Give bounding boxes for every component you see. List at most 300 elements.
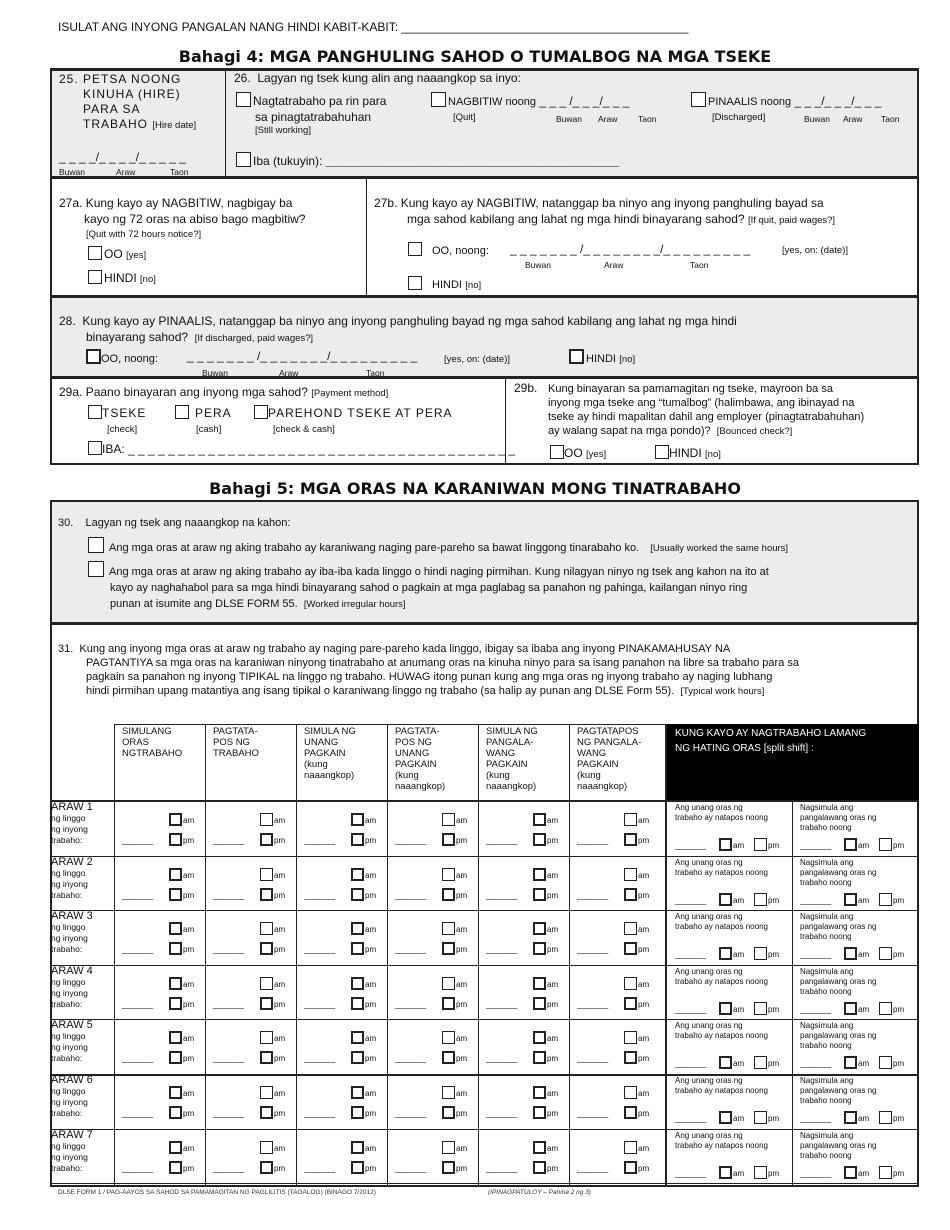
q28-buwan: Buwan (202, 368, 228, 378)
time-blank[interactable]: _______ (304, 999, 336, 1009)
am-checkbox[interactable] (442, 922, 455, 935)
split-second-time-blank[interactable]: _______ (800, 950, 832, 960)
am-label: am (858, 1059, 870, 1069)
split-first-end-line: trabaho ay natapos noong (675, 867, 768, 877)
time-blank[interactable]: _______ (577, 945, 609, 955)
day-sublabel: ng inyong (51, 1151, 88, 1162)
pm-label: pm (768, 1004, 780, 1014)
q30-opt1[interactable]: Ang mga oras at araw ng aking trabaho ay karaniwang naging pare-pareho sa bawat linggong tinarabaho ko. [Usually worked the same hours] (88, 537, 788, 555)
pm-checkbox[interactable] (260, 942, 273, 955)
split-second-am-checkbox[interactable] (844, 947, 857, 960)
pm-checkbox[interactable] (442, 833, 455, 846)
pm-checkbox[interactable] (169, 1161, 182, 1174)
q29b-hindi-checkbox[interactable] (655, 445, 669, 459)
discharged-checkbox[interactable] (691, 92, 706, 107)
hire-date-buwan: Buwan (59, 167, 85, 177)
q27b-buwan: Buwan (525, 260, 551, 270)
pm-label: pm (893, 950, 905, 960)
am-checkbox[interactable] (624, 977, 637, 990)
hire-date-araw: Araw (116, 167, 136, 177)
time-blank[interactable]: _______ (304, 836, 336, 845)
q29a-iba-checkbox[interactable] (88, 441, 102, 455)
split-first-pm-checkbox[interactable] (754, 893, 767, 906)
split-first-am-checkbox[interactable] (719, 947, 732, 960)
pm-label: pm (183, 1163, 195, 1173)
am-checkbox[interactable] (624, 868, 637, 881)
time-blank[interactable]: _______ (213, 1054, 245, 1064)
pm-label: pm (768, 1114, 780, 1123)
tseke-checkbox[interactable] (88, 405, 102, 419)
pm-checkbox[interactable] (351, 833, 364, 846)
still-working-en: [Still working] (255, 125, 311, 136)
q27b-araw: Araw (604, 260, 624, 270)
am-label: am (183, 816, 195, 825)
time-blank[interactable]: _______ (486, 1163, 518, 1173)
split-second-time-blank[interactable]: _______ (800, 1059, 832, 1069)
time-blank[interactable]: _______ (395, 1109, 427, 1118)
time-blank[interactable]: _______ (486, 890, 518, 900)
pm-checkbox[interactable] (351, 1106, 364, 1119)
split-first-end-line: Ang unang oras ng (675, 1130, 743, 1140)
split-second-start-line: Nagsimula ang (800, 1130, 854, 1140)
q30-opt2[interactable]: Ang mga oras at araw ng aking trabaho ay iba-iba kada linggo o hindi naging pirmihan. Kung nilagyan ninyo ng tsek ang kahon na ito at kayo ay naghahabol para sa mga hindi binayarang sahod o pagkain at mga paglabag sa panahon ng pahinga, kailangan ninyo ring punan at isumite ang DLSE FORM 55. [Worked irregular hours] (88, 561, 769, 612)
am-checkbox[interactable] (442, 868, 455, 881)
day-sublabel: ng inyong (51, 1042, 88, 1053)
am-checkbox[interactable] (351, 1031, 364, 1044)
column-header-line: PAGKAIN (577, 759, 619, 770)
q27a-oo[interactable]: OO [yes] (88, 246, 146, 262)
split-second-am-checkbox[interactable] (844, 1166, 857, 1179)
time-blank[interactable]: _______ (486, 999, 518, 1009)
am-checkbox[interactable] (533, 1141, 546, 1154)
am-label: am (858, 1004, 870, 1014)
split-first-pm-checkbox[interactable] (754, 947, 767, 960)
split-second-pm-checkbox[interactable] (879, 893, 892, 906)
pm-checkbox[interactable] (533, 1106, 546, 1119)
am-checkbox[interactable] (533, 977, 546, 990)
am-checkbox[interactable] (260, 1086, 273, 1099)
split-first-pm-checkbox[interactable] (754, 1002, 767, 1015)
pm-checkbox[interactable] (442, 888, 455, 901)
pm-checkbox[interactable] (351, 888, 364, 901)
column-header-line: POS NG (395, 737, 432, 748)
am-checkbox[interactable] (351, 922, 364, 935)
am-label: am (183, 979, 195, 989)
day-label: ARAW 4 (51, 964, 93, 977)
am-checkbox[interactable] (169, 1141, 182, 1154)
split-first-end-line: trabaho ay natapos noong (675, 1086, 768, 1095)
pm-checkbox[interactable] (442, 1106, 455, 1119)
grid-row-line (50, 1074, 919, 1076)
split-second-start-line: Nagsimula ang (800, 1021, 854, 1031)
split-first-end-label (675, 858, 768, 878)
am-checkbox[interactable] (260, 813, 273, 826)
am-checkbox[interactable] (624, 1086, 637, 1099)
split-first-end-line: Ang unang oras ng (675, 912, 743, 922)
time-blank[interactable]: _______ (486, 836, 518, 845)
am-checkbox[interactable] (624, 1031, 637, 1044)
split-first-end-line: trabaho ay natapos noong (675, 813, 768, 822)
q26-iba[interactable]: Iba (tukuyin): ______________________________________________________________ (236, 152, 619, 169)
irregular-hours-checkbox[interactable] (88, 561, 104, 577)
column-header-line: WANG (577, 748, 607, 759)
day-row-label (51, 1020, 93, 1064)
time-blank[interactable]: _______ (395, 836, 427, 845)
time-blank[interactable]: _______ (577, 1163, 609, 1173)
time-blank[interactable]: _______ (577, 890, 609, 900)
am-checkbox[interactable] (624, 1141, 637, 1154)
q28-araw: Araw (279, 368, 299, 378)
split-second-start-line: trabaho noong (800, 1096, 852, 1105)
day-sublabel: trabaho: (51, 1053, 83, 1064)
pm-checkbox[interactable] (624, 1161, 637, 1174)
split-first-time-blank[interactable]: _______ (675, 895, 707, 905)
pm-label: pm (638, 945, 650, 955)
pm-checkbox[interactable] (169, 888, 182, 901)
split-second-start-label (800, 912, 877, 942)
column-header (213, 726, 294, 759)
q26-quit[interactable]: NAGBITIW noong _ _ _ /_ _ _/_ _ _ (431, 92, 629, 110)
q27b-oo[interactable]: OO, noong: (408, 242, 489, 259)
q25-label: 25. PETSA NOONG KINUHA (HIRE) PARA SA TRABAHO [Hire date] (59, 72, 197, 131)
split-second-pm-checkbox[interactable] (879, 947, 892, 960)
both-checkbox[interactable] (254, 405, 268, 419)
q27a-hindi[interactable]: HINDI [no] (88, 270, 156, 286)
split-second-am-checkbox[interactable] (844, 893, 857, 906)
am-label: am (547, 1143, 559, 1153)
pm-label: pm (274, 945, 286, 955)
q28-oo[interactable]: OO, noong: (86, 349, 158, 367)
am-checkbox[interactable] (442, 1086, 455, 1099)
pm-checkbox[interactable] (624, 1051, 637, 1064)
split-second-time-blank[interactable]: _______ (800, 1114, 832, 1123)
pm-label: pm (456, 945, 468, 955)
pm-checkbox[interactable] (442, 942, 455, 955)
pm-checkbox[interactable] (260, 1051, 273, 1064)
time-blank[interactable]: _______ (122, 945, 154, 955)
pm-checkbox[interactable] (169, 942, 182, 955)
am-checkbox[interactable] (260, 977, 273, 990)
q29a-pera[interactable]: PERA (175, 405, 232, 421)
split-first-am-checkbox[interactable] (719, 1002, 732, 1015)
split-first-time-blank[interactable]: _______ (675, 1059, 707, 1069)
split-first-am-checkbox[interactable] (719, 1056, 732, 1069)
pm-label: pm (183, 1109, 195, 1118)
pm-checkbox[interactable] (442, 1051, 455, 1064)
am-checkbox[interactable] (442, 813, 455, 826)
split-first-end-line: Ang unang oras ng (675, 1076, 743, 1085)
time-blank[interactable]: _______ (395, 945, 427, 955)
split-first-pm-checkbox[interactable] (754, 1056, 767, 1069)
split-first-time-blank[interactable]: _______ (675, 1114, 707, 1123)
pm-label: pm (183, 945, 195, 955)
pm-checkbox[interactable] (624, 833, 637, 846)
grid-row-line (50, 1019, 919, 1020)
am-checkbox[interactable] (260, 922, 273, 935)
q27a-oo-checkbox[interactable] (88, 246, 102, 260)
am-label: am (183, 870, 195, 880)
time-blank[interactable]: _______ (486, 1109, 518, 1118)
pm-checkbox[interactable] (260, 997, 273, 1010)
split-second-start-line: Nagsimula ang (800, 803, 854, 812)
pm-label: pm (893, 1004, 905, 1014)
column-header-line: PAGTATA- (395, 726, 440, 737)
q27b-oo-checkbox[interactable] (408, 242, 422, 256)
pm-label: pm (547, 1054, 559, 1064)
time-blank[interactable]: _______ (577, 999, 609, 1009)
q27b-taon: Taon (690, 260, 709, 270)
am-checkbox[interactable] (351, 868, 364, 881)
split-first-time-blank[interactable]: _______ (675, 1004, 707, 1014)
am-checkbox[interactable] (533, 922, 546, 935)
pm-checkbox[interactable] (260, 1106, 273, 1119)
grid-row-line (50, 965, 919, 966)
split-second-start-line: trabaho noong (800, 986, 852, 996)
q31-section (50, 623, 919, 1187)
time-blank[interactable]: _______ (304, 1163, 336, 1173)
am-label: am (547, 816, 559, 825)
time-blank[interactable]: _______ (122, 1054, 154, 1064)
pm-checkbox[interactable] (624, 1106, 637, 1119)
q27a-hindi-checkbox[interactable] (88, 270, 102, 284)
am-checkbox[interactable] (169, 1086, 182, 1099)
quit-checkbox[interactable] (431, 92, 446, 107)
split-first-pm-checkbox[interactable] (754, 1166, 767, 1179)
split-second-start-line: Nagsimula ang (800, 857, 854, 867)
pm-checkbox[interactable] (351, 1161, 364, 1174)
pm-checkbox[interactable] (533, 997, 546, 1010)
iba-checkbox[interactable] (236, 152, 251, 167)
time-blank[interactable]: _______ (304, 945, 336, 955)
time-blank[interactable]: _______ (304, 890, 336, 900)
pm-checkbox[interactable] (351, 997, 364, 1010)
pm-checkbox[interactable] (351, 942, 364, 955)
day-row-label (51, 966, 93, 1010)
time-blank[interactable]: _______ (213, 836, 245, 845)
time-blank[interactable]: _______ (486, 945, 518, 955)
split-second-start-line: pangalawang oras ng (800, 867, 877, 877)
pm-checkbox[interactable] (169, 833, 182, 846)
part4-title: Bahagi 4: MGA PANGHULING SAHOD O TUMALBOG NA MGA TSEKE (178, 47, 772, 66)
am-checkbox[interactable] (260, 1031, 273, 1044)
split-second-time-blank[interactable]: _______ (800, 895, 832, 905)
q29b-oo[interactable]: OO [yes] (550, 445, 606, 461)
time-blank[interactable]: _______ (304, 1109, 336, 1118)
split-first-end-label (675, 1076, 768, 1096)
split-first-am-checkbox[interactable] (719, 1111, 732, 1124)
pm-checkbox[interactable] (533, 888, 546, 901)
split-second-pm-checkbox[interactable] (879, 1111, 892, 1124)
time-blank[interactable]: _______ (486, 1054, 518, 1064)
column-header-line: naaangkop) (395, 781, 446, 792)
q28-taon: Taon (366, 368, 385, 378)
am-checkbox[interactable] (533, 868, 546, 881)
split-second-time-blank[interactable]: _______ (800, 1168, 832, 1178)
am-checkbox[interactable] (533, 1086, 546, 1099)
am-checkbox[interactable] (169, 1031, 182, 1044)
am-checkbox[interactable] (260, 868, 273, 881)
pm-checkbox[interactable] (169, 1051, 182, 1064)
pm-label: pm (456, 836, 468, 845)
pm-checkbox[interactable] (533, 1051, 546, 1064)
grid-col-line (569, 724, 570, 1187)
time-blank[interactable]: _______ (395, 999, 427, 1009)
q29b-oo-checkbox[interactable] (550, 445, 564, 459)
pm-checkbox[interactable] (442, 997, 455, 1010)
am-label: am (183, 1143, 195, 1153)
time-blank[interactable]: _______ (577, 836, 609, 845)
split-second-start-line: pangalawang oras ng (800, 1086, 877, 1095)
q26-discharged[interactable]: PINAALIS noong _ _ _/_ _ _/_ _ _ (691, 92, 881, 110)
pera-checkbox[interactable] (175, 405, 189, 419)
column-header-line: PAGKAIN (395, 759, 437, 770)
q28-hindi[interactable]: HINDI [no] (569, 349, 635, 367)
time-blank[interactable]: _______ (577, 1054, 609, 1064)
am-checkbox[interactable] (260, 1141, 273, 1154)
split-first-end-line: Ang unang oras ng (675, 966, 743, 976)
q28-hindi-checkbox[interactable] (569, 349, 584, 364)
q29b-hindi[interactable]: HINDI [no] (655, 445, 721, 461)
split-first-time-blank[interactable]: _______ (675, 950, 707, 960)
pm-checkbox[interactable] (260, 1161, 273, 1174)
pm-checkbox[interactable] (169, 1106, 182, 1119)
split-second-am-checkbox[interactable] (844, 1002, 857, 1015)
split-second-time-blank[interactable]: _______ (800, 841, 832, 850)
am-label: am (183, 925, 195, 935)
am-checkbox[interactable] (442, 977, 455, 990)
split-first-am-checkbox[interactable] (719, 893, 732, 906)
split-second-time-blank[interactable]: _______ (800, 1004, 832, 1014)
split-first-am-checkbox[interactable] (719, 838, 732, 851)
q27b-hindi[interactable]: HINDI [no] (408, 276, 481, 293)
pm-checkbox[interactable] (533, 942, 546, 955)
pm-checkbox[interactable] (442, 1161, 455, 1174)
still-working-checkbox[interactable] (236, 92, 251, 107)
name-line[interactable]: ISULAT ANG INYONG PANGALAN NANG HINDI KABIT-KABIT: ___________________________________________ (58, 20, 689, 34)
am-checkbox[interactable] (533, 1031, 546, 1044)
time-blank[interactable]: _______ (122, 1163, 154, 1173)
am-checkbox[interactable] (351, 1141, 364, 1154)
am-label: am (638, 925, 650, 935)
pm-checkbox[interactable] (624, 942, 637, 955)
column-header (486, 726, 567, 792)
am-checkbox[interactable] (442, 1031, 455, 1044)
am-checkbox[interactable] (169, 813, 182, 826)
pm-checkbox[interactable] (624, 997, 637, 1010)
am-checkbox[interactable] (351, 977, 364, 990)
am-checkbox[interactable] (624, 813, 637, 826)
time-blank[interactable]: _______ (304, 1054, 336, 1064)
pm-label: pm (456, 1163, 468, 1173)
split-second-start-line: Nagsimula ang (800, 966, 854, 976)
split-second-am-checkbox[interactable] (844, 838, 857, 851)
time-blank[interactable]: _______ (577, 1109, 609, 1118)
q28-date-field[interactable]: _ _ _ _ _ _ _ /_ _ _ _ _ _ _/_ _ _ _ _ _ _ _ _ (187, 349, 418, 363)
pm-label: pm (365, 999, 377, 1009)
q27b-date-field[interactable]: _ _ _ _ _ _ _ /_ _ _ _ _ _ _ _/_ _ _ _ _ _ _ _ _ (510, 242, 751, 256)
pm-checkbox[interactable] (624, 888, 637, 901)
am-label: am (456, 925, 468, 935)
am-checkbox[interactable] (442, 1141, 455, 1154)
pm-checkbox[interactable] (351, 1051, 364, 1064)
column-header-line: PAGKAIN (304, 748, 346, 759)
column-header-line: ORAS (122, 737, 149, 748)
split-first-end-line: trabaho ay natapos noong (675, 976, 768, 986)
q28-oo-checkbox[interactable] (86, 349, 101, 364)
am-checkbox[interactable] (169, 977, 182, 990)
am-checkbox[interactable] (624, 922, 637, 935)
q27b-hindi-checkbox[interactable] (408, 276, 422, 290)
hire-date-field[interactable]: _ _ _ _/_ _ _ _/_ _ _ _ _ (59, 150, 186, 164)
split-second-am-checkbox[interactable] (844, 1056, 857, 1069)
pm-checkbox[interactable] (260, 833, 273, 846)
time-blank[interactable]: _______ (395, 1054, 427, 1064)
column-header-line: naaangkop) (304, 770, 355, 781)
time-blank[interactable]: _______ (122, 1109, 154, 1118)
am-checkbox[interactable] (351, 813, 364, 826)
time-blank[interactable]: _______ (395, 1163, 427, 1173)
am-checkbox[interactable] (169, 922, 182, 935)
time-blank[interactable]: _______ (213, 1163, 245, 1173)
q29a-both[interactable]: PAREHOND TSEKE AT PERA (254, 405, 453, 421)
time-blank[interactable]: _______ (213, 945, 245, 955)
am-label: am (858, 1114, 870, 1123)
same-hours-checkbox[interactable] (88, 537, 104, 553)
am-checkbox[interactable] (533, 813, 546, 826)
q29a-tseke[interactable]: TSEKE (88, 405, 146, 421)
split-first-am-checkbox[interactable] (719, 1166, 732, 1179)
split-second-start-line: trabaho noong (800, 1150, 852, 1160)
q29a-iba[interactable]: IBA: _ _ _ _ _ _ _ _ _ _ _ _ _ _ _ _ _ _ _ _ _ _ _ _ _ _ _ _ _ _ _ _ _ _ _ _ _ _ _ (88, 441, 515, 457)
split-second-am-checkbox[interactable] (844, 1111, 857, 1124)
pm-checkbox[interactable] (260, 888, 273, 901)
am-label: am (456, 979, 468, 989)
split-second-pm-checkbox[interactable] (879, 838, 892, 851)
pm-checkbox[interactable] (533, 833, 546, 846)
split-first-pm-checkbox[interactable] (754, 1111, 767, 1124)
time-blank[interactable]: _______ (213, 1109, 245, 1118)
am-checkbox[interactable] (351, 1086, 364, 1099)
pm-label: pm (456, 1109, 468, 1118)
pm-label: pm (638, 890, 650, 900)
split-first-pm-checkbox[interactable] (754, 838, 767, 851)
time-blank[interactable]: _______ (122, 836, 154, 845)
grid-top-line (114, 724, 667, 725)
split-second-pm-checkbox[interactable] (879, 1002, 892, 1015)
time-blank[interactable]: _______ (122, 999, 154, 1009)
split-first-time-blank[interactable]: _______ (675, 1168, 707, 1178)
quit-en: [Quit] (453, 112, 476, 123)
pm-label: pm (893, 1059, 905, 1069)
time-blank[interactable]: _______ (122, 890, 154, 900)
split-second-pm-checkbox[interactable] (879, 1166, 892, 1179)
day-sublabel: trabaho: (51, 998, 83, 1009)
pm-label: pm (183, 890, 195, 900)
split-second-pm-checkbox[interactable] (879, 1056, 892, 1069)
split-first-time-blank[interactable]: _______ (675, 841, 707, 850)
time-blank[interactable]: _______ (213, 890, 245, 900)
q28-label: 28. Kung kayo ay PINAALIS, natanggap ba ninyo ang inyong panghuling bayad ng mga sahod kabilang ang lahat ng mga hindi binayarang sahod? [If discharged, paid wages?] (59, 314, 737, 344)
pm-checkbox[interactable] (533, 1161, 546, 1174)
am-checkbox[interactable] (169, 868, 182, 881)
pm-label: pm (183, 836, 195, 845)
pm-checkbox[interactable] (169, 997, 182, 1010)
time-blank[interactable]: _______ (395, 890, 427, 900)
day-sublabel: ng linggo (51, 1031, 86, 1042)
time-blank[interactable]: _______ (213, 999, 245, 1009)
q26-still-working[interactable]: Nagtatrabaho pa rin para (236, 92, 386, 109)
pm-label: pm (638, 999, 650, 1009)
